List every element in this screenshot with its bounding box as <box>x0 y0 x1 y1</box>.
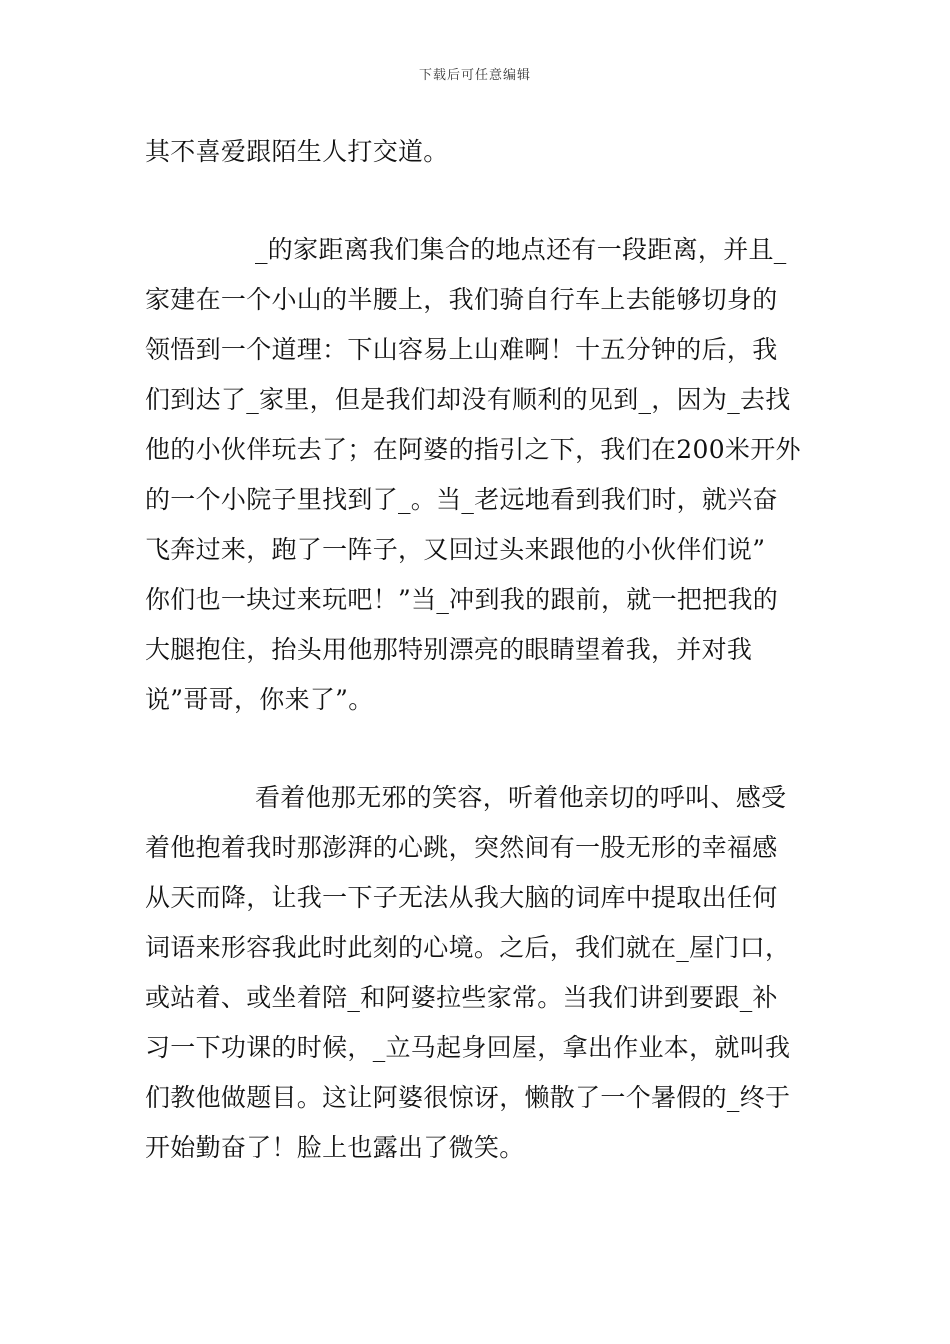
document-body <box>145 127 810 1173</box>
text-line: 说”哥哥，你来了”。 <box>145 685 374 714</box>
text-line: 开始勤奋了！脸上也露出了微笑。 <box>145 1133 525 1162</box>
text-line: 你们也一块过来玩吧！”当_冲到我的跟前，就一把把我的 <box>145 585 779 614</box>
paragraph-gap <box>145 725 810 773</box>
page-header: 下载后可任意编辑 <box>418 68 531 83</box>
text-line: 他的小伙伴玩去了；在阿婆的指引之下，我们在200米开外 <box>145 435 801 464</box>
text-line: 或站着、或坐着陪_和阿婆拉些家常。当我们讲到要跟_补 <box>145 983 778 1012</box>
paragraph-1 <box>145 127 810 177</box>
text-line: 词语来形容我此时此刻的心境。之后，我们就在_屋门口， <box>145 933 791 962</box>
text-line: 看着他那无邪的笑容，听着他亲切的呼叫、感受 <box>255 783 787 812</box>
text-line: 的一个小院子里找到了_。当_老远地看到我们时，就兴奋 <box>145 485 778 514</box>
text-line: 着他抱着我时那澎湃的心跳，突然间有一股无形的幸福感 <box>145 833 778 862</box>
paragraph-gap <box>145 177 810 225</box>
paragraph-3 <box>145 773 810 1173</box>
text-line: 从天而降，让我一下子无法从我大脑的词库中提取出任何 <box>145 883 778 912</box>
text-line: 们教他做题目。这让阿婆很惊讶，懒散了一个暑假的_终于 <box>145 1083 791 1112</box>
text-line: 领悟到一个道理：下山容易上山难啊！十五分钟的后，我 <box>145 335 778 364</box>
text-line: 飞奔过来，跑了一阵子，又回过头来跟他的小伙伴们说” <box>145 535 766 564</box>
text-line: 家建在一个小山的半腰上，我们骑自行车上去能够切身的 <box>145 285 778 314</box>
text-line: 大腿抱住，抬头用他那特别漂亮的眼睛望着我，并对我 <box>145 635 753 664</box>
paragraph-2 <box>145 225 810 725</box>
text-line: _的家距离我们集合的地点还有一段距离，并且_ <box>255 235 787 264</box>
text-line: 们到达了_家里，但是我们却没有顺利的见到_，因为_去找 <box>145 385 791 414</box>
text-line: 习一下功课的时候，_立马起身回屋，拿出作业本，就叫我 <box>145 1033 791 1062</box>
text-line: 其不喜爱跟陌生人打交道。 <box>145 137 449 166</box>
